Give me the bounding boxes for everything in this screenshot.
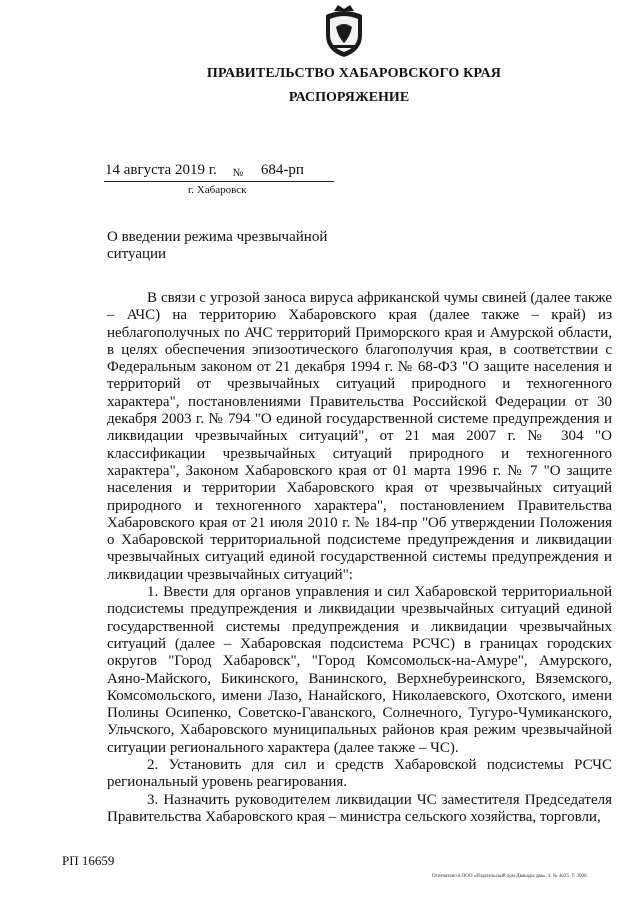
registration-code: РП 16659 (62, 853, 115, 868)
preamble-paragraph: В связи с угрозой заноса вируса африканской чумы свиней (далее также – АЧС) на территорию Хабаровского края (далее также – край) из неблагополучных по АЧС территорий Приморского края и Амурской области, в целях обеспечения эпизоотического благополучия края, в соответствии с Федеральным законом от 21 декабря 1994 г. № 68-ФЗ "О защите населения и территорий от чрезвычайных ситуаций природного и техногенного характера", постановлениями Правительства Российской Федерации от 30 декабря 2003 г. № 794 "О единой государственной системе предупреждения и ликвидации чрезвычайных ситуаций", от 21 мая 2007 г. № 304 "О классификации чрезвычайных ситуаций природного и техногенного характера", Законом Хабаровского края от 01 марта 1996 г. № 7 "О защите населения и территории Хабаровского края от чрезвычайных ситуаций природного и техногенного характера", постановлением Правительства Хабаровского края от 21 июля 2010 г. № 184-пр "Об утверждении Положения о Хабаровской территориальной подсистеме предупреждения и ликвидации чрезвычайных ситуаций единой государственной системы предупреждения и ликвидации чрезвычайных ситуаций": (107, 290, 612, 583)
item-1-paragraph: 1. Ввести для органов управления и сил Хабаровской территориальной подсистемы предупреждения и ликвидации чрезвычайных ситуаций единой государственной системы предупреждения и ликвидации чрезвычайных ситуаций (далее – Хабаровская подсистема РСЧС) в границах городских округов "Город Хабаровск", "Город Комсомольск-на-Амуре", Амурского, Аяно-Майского, Бикинского, Ванинского, Верхнебуреинского, Вяземского, Комсомольского, имени Лазо, Нанайского, Николаевского, Охотского, имени Полины Осипенко, Советско-Гаванского, Солнечного, Тугуро-Чумиканского, Ульчского, Хабаровского муниципальных районов края режим чрезвычайной ситуации регионального характера (далее также – ЧС). (107, 584, 612, 756)
item-2-paragraph: 2. Установить для сил и средств Хабаровской подсистемы РСЧС региональный уровень реагирования. (107, 757, 612, 791)
date-number-line (105, 162, 304, 179)
government-title: ПРАВИТЕЛЬСТВО ХАБАРОВСКОГО КРАЯ (206, 66, 502, 81)
item-3-paragraph: 3. Назначить руководителем ликвидации ЧС заместителя Председателя Правительства Хабаровского края – министра сельского хозяйства, торговли, (107, 791, 612, 825)
printer-imprint: Отпечатано в ООО «Издательский дом Двакады два». З. № 4625. Т. 3000. (432, 874, 588, 879)
document-type: РАСПОРЯЖЕНИЕ (288, 90, 410, 105)
date-underline (104, 181, 334, 182)
document-body (107, 290, 612, 826)
document-date: 14 августа 2019 г. (105, 162, 217, 178)
number-sign: № (232, 167, 244, 179)
document-place: г. Хабаровск (188, 184, 247, 196)
document-number: 684-рп (260, 162, 304, 178)
document-subject: О введении режима чрезвычайной ситуации (107, 229, 328, 262)
coat-of-arms-icon (322, 5, 366, 59)
